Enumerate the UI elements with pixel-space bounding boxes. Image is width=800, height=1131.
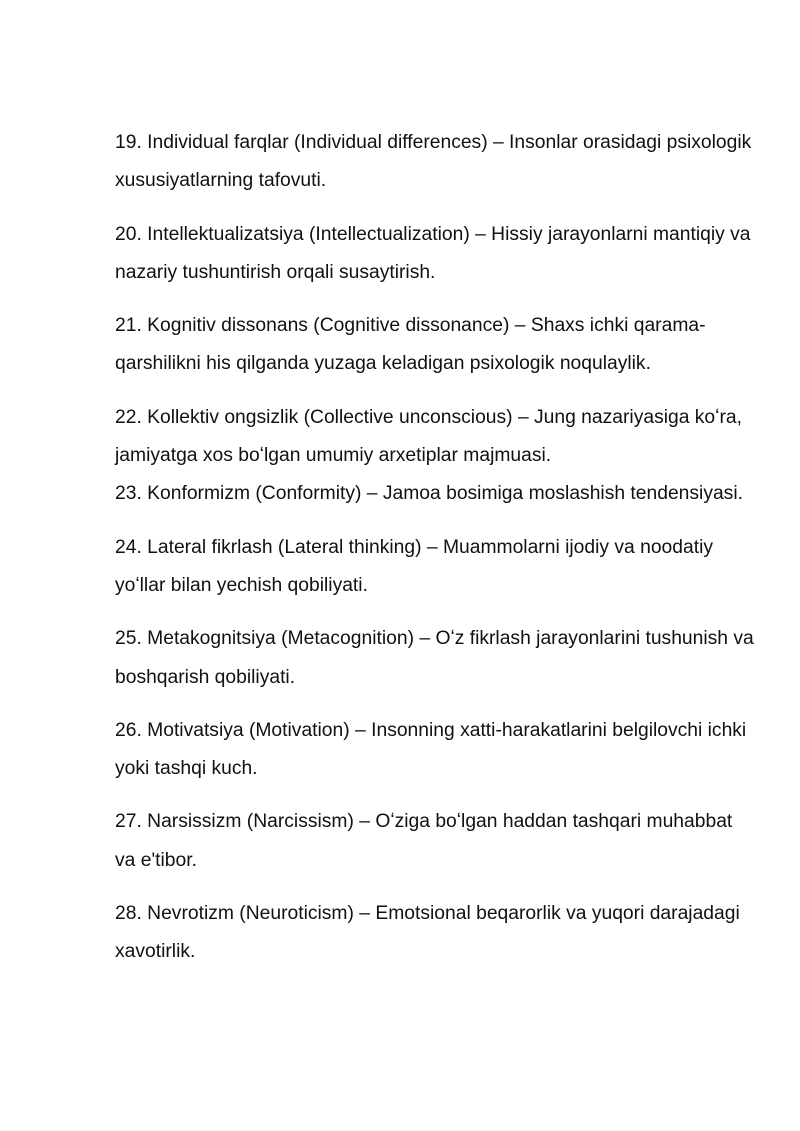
glossary-entry-22: 22. Kollektiv ongsizlik (Collective unconscious) – Jung nazariyasiga koʻra, jamiyatga xos boʻlgan umumiy arxetiplar majmuasi. — [115, 406, 742, 467]
glossary-entry-28: 28. Nevrotizm (Neuroticism) – Emotsional beqarorlik va yuqori darajadagi xavotirlik. — [115, 903, 740, 963]
glossary-entry-20: 20. Intellektualizatsiya (Intellectualization) – Hissiy jarayonlarni mantiqiy va nazariy tushuntirish orqali susaytirish. — [115, 223, 751, 283]
glossary-entry-24: 24. Lateral fikrlash (Lateral thinking) – Muammolarni ijodiy va noodatiy yoʻllar bilan yechish qobiliyati. — [115, 536, 714, 596]
glossary-entry-27: 27. Narsissizm (Narcissism) – Oʻziga boʻlgan haddan tashqari muhabbat va e'tibor. — [115, 811, 733, 871]
glossary-entry-26: 26. Motivatsiya (Motivation) – Insonning xatti-harakatlarini belgilovchi ichki yoki tashqi kuch. — [115, 719, 747, 780]
glossary-entry-19: 19. Individual farqlar (Individual differences) – Insonlar orasidagi psixologik xususiyatlarning tafovuti. — [115, 132, 752, 192]
glossary-entry-25: 25. Metakognitsiya (Metacognition) – Oʻz fikrlash jarayonlarini tushunish va boshqarish qobiliyati. — [115, 628, 754, 688]
glossary-entry-23: 23. Konformizm (Conformity) – Jamoa bosimiga moslashish tendensiyasi. — [115, 483, 743, 505]
glossary-entry-21: 21. Kognitiv dissonans (Cognitive dissonance) – Shaxs ichki qarama-qarshilikni his qilganda yuzaga keladigan psixologik noqulaylik. — [115, 315, 706, 375]
glossary-list — [115, 124, 755, 987]
